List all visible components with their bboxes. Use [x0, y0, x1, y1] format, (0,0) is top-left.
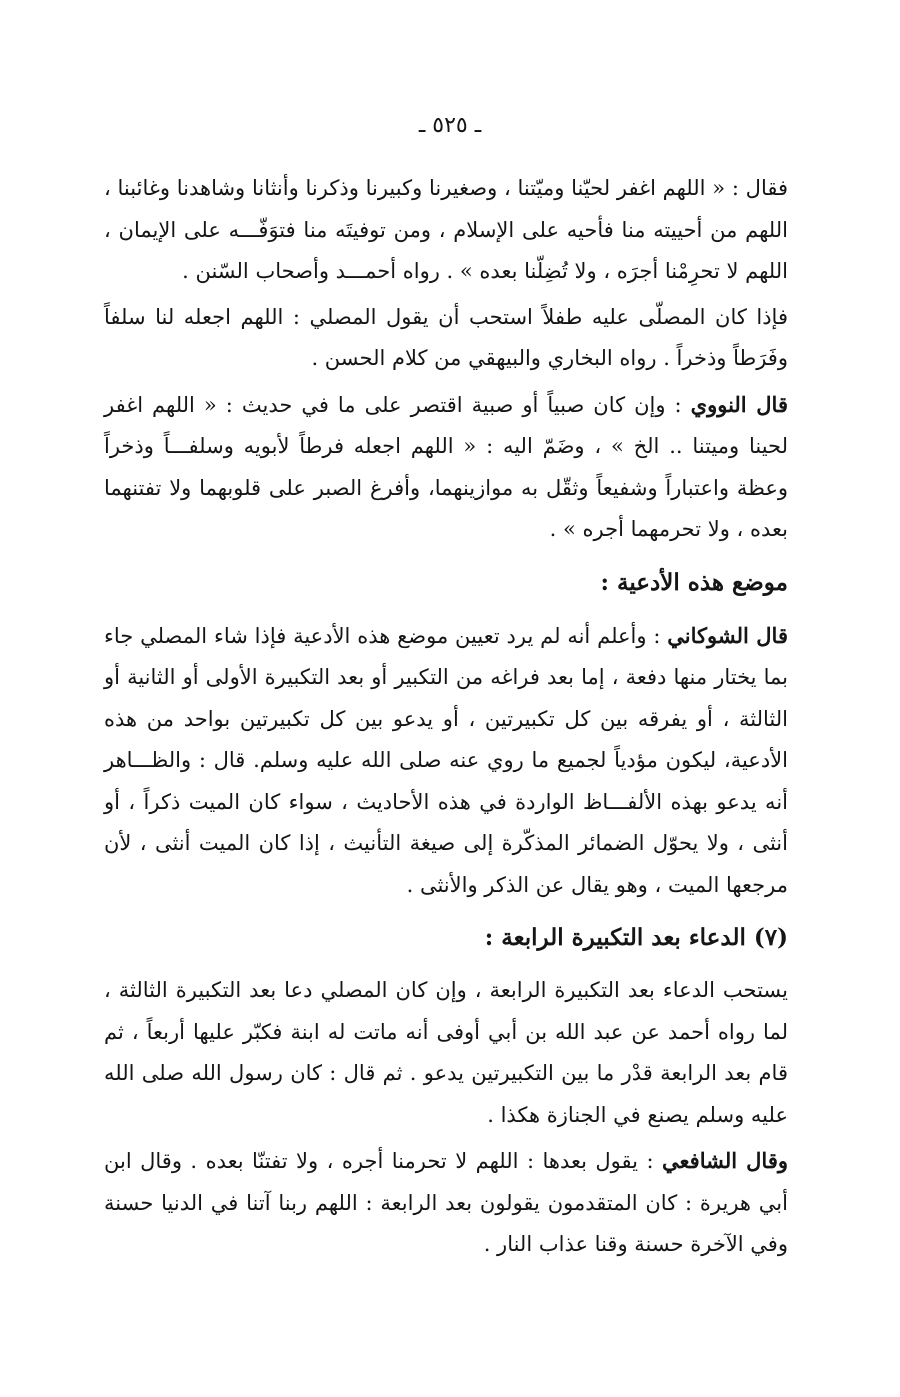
paragraph-shawkani: [104, 615, 788, 907]
paragraph-prayer-for-deceased: [104, 168, 788, 293]
paragraph-label: قال النووي: [690, 391, 788, 417]
book-page-body: [104, 100, 788, 1266]
paragraph-nawawi: [104, 384, 788, 551]
paragraph-text: فإذا كان المصلّى عليه طفلاً استحب أن يقول المصلي : اللهم اجعله لنا سلفاً وفَرَطاً وذخراً . رواه البخاري والبيهقي من كلام الحسن .: [104, 304, 788, 370]
section-heading-placement: [104, 565, 788, 601]
paragraph-label: قال الشوكاني: [667, 622, 788, 648]
paragraph-fourth-takbir: [104, 970, 788, 1136]
heading-text: موضع هذه الأدعية :: [600, 568, 788, 596]
paragraph-text: : وأعلم أنه لم يرد تعيين موضع هذه الأدعية فإذا شاء المصلي جاء بما يختار منها دفعة ، إما بعد فراغه من التكبير أو بعد التكبيرة الأولى أو الثانية أو الثالثة ، أو يفرقه بين كل تكبيرتين ، أو يدعو بين كل تكبيرتين بواحد من هذه الأدعية، ليكون مؤدياً لجميع ما روي عنه صلى الله عليه وسلم. قال : والظـــاهر أنه يدعو بهذه الألفـــاظ الواردة في هذه الأحاديث ، سواء كان الميت ذكراً ، أو أنثى ، ولا يحوّل الضمائر المذكّرة إلى صيغة التأنيث ، إذا كان الميت أنثى ، لأن مرجعها الميت ، وهو يقال عن الذكر والأنثى .: [104, 623, 788, 897]
paragraph-text: فقال : « اللهم اغفر لحيّنا وميّتنا ، وصغيرنا وكبيرنا وذكرنا وأنثانا وشاهدنا وغائبنا ، اللهم من أحييته منا فأحيه على الإسلام ، ومن توفيتَه منا فتوَفّـــه على الإيمان ، اللهم لا تحرِمْنا أجرَه ، ولا تُضِلّنا بعده » . رواه أحمـــد وأصحاب السّنن .: [104, 176, 788, 283]
paragraph-text: : يقول بعدها : اللهم لا تحرمنا أجره ، ولا تفتنّا بعده . وقال ابن أبي هريرة : كان المتقدمون يقولون بعد الرابعة : اللهم ربنا آتنا في الدنيا حسنة وفي الآخرة حسنة وقنا عذاب النار .: [104, 1149, 788, 1256]
paragraph-shafii: [104, 1140, 788, 1266]
paragraph-text: يستحب الدعاء بعد التكبيرة الرابعة ، وإن كان المصلي دعا بعد التكبيرة الثالثة ، لما رواه أحمد عن عبد الله بن أبي أوفى أنه ماتت له ابنة فكبّر عليها أربعاً ، ثم قام بعد الرابعة قدْر ما بين التكبيرتين يدعو . ثم قال : كان رسول الله صلى الله عليه وسلم يصنع في الجنازة هكذا .: [104, 978, 788, 1127]
section-heading-fourth-takbir: [104, 920, 788, 956]
paragraph-child-prayer: [104, 297, 788, 380]
heading-number: (٧): [753, 924, 788, 951]
paragraph-label: وقال الشافعي: [662, 1148, 788, 1173]
paragraph-text: : وإن كان صبياً أو صبية اقتصر على ما في حديث : « اللهم اغفر لحينا وميتنا .. الخ » ، وضَمّ اليه : « اللهم اجعله فرطاً لأبويه وسلفـــاً وذخراً وعظة واعتباراً وشفيعاً وثقّل به موازينهما، وأفرغ الصبر على قلوبهما ولا تفتنهما بعده ، ولا تحرمهما أجره » .: [104, 392, 788, 541]
heading-text: الدعاء بعد التكبيرة الرابعة :: [484, 924, 746, 951]
page-number: ـ ٥٢٥ ـ: [418, 113, 482, 138]
